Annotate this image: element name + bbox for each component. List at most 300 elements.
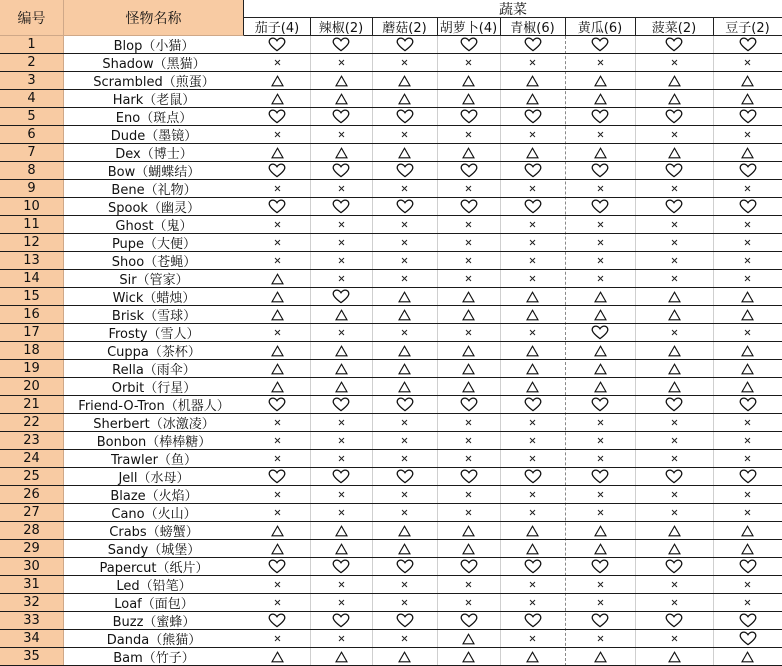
cell-rating-heart-icon[interactable] [310,468,372,485]
cell-rating-triangle-icon[interactable] [437,90,500,107]
cell-rating-cross-icon[interactable] [310,576,372,593]
cell-rating-triangle-icon[interactable] [565,648,635,665]
cell-rating-triangle-icon[interactable] [310,90,372,107]
cell-rating-heart-icon[interactable] [635,468,713,485]
cell-rating-cross-icon[interactable] [635,504,713,521]
cell-rating-triangle-icon[interactable] [437,144,500,161]
cell-rating-triangle-icon[interactable] [565,72,635,89]
cell-rating-triangle-icon[interactable] [500,540,565,557]
cell-rating-cross-icon[interactable] [437,576,500,593]
cell-rating-cross-icon[interactable] [713,594,782,611]
cell-rating-triangle-icon[interactable] [713,90,782,107]
cell-monster-name[interactable]: Shoo（苍蝇） [111,255,197,269]
cell-rating-cross-icon[interactable] [713,414,782,431]
cell-monster-name[interactable]: Led（铅笔） [116,579,192,593]
cell-id[interactable]: 8 [0,162,64,179]
cell-rating-triangle-icon[interactable] [310,648,372,665]
cell-id[interactable]: 10 [0,198,64,215]
cell-rating-triangle-icon[interactable] [244,90,310,107]
cell-rating-cross-icon[interactable] [500,252,565,269]
cell-rating-heart-icon[interactable] [244,396,310,413]
cell-rating-cross-icon[interactable] [713,180,782,197]
cell-rating-triangle-icon[interactable] [635,378,713,395]
cell-rating-cross-icon[interactable] [244,54,310,71]
cell-monster-name[interactable]: Jell（水母） [118,471,190,485]
cell-rating-heart-icon[interactable] [713,396,782,413]
cell-rating-heart-icon[interactable] [244,108,310,125]
cell-rating-cross-icon[interactable] [500,504,565,521]
cell-rating-heart-icon[interactable] [244,162,310,179]
cell-rating-cross-icon[interactable] [372,432,437,449]
cell-rating-cross-icon[interactable] [500,432,565,449]
cell-rating-heart-icon[interactable] [635,396,713,413]
cell-rating-triangle-icon[interactable] [437,72,500,89]
cell-monster-name[interactable]: Frosty（雪人） [108,327,200,341]
cell-rating-cross-icon[interactable] [244,180,310,197]
cell-rating-cross-icon[interactable] [372,216,437,233]
cell-rating-heart-icon[interactable] [310,36,372,53]
cell-id[interactable]: 3 [0,72,64,89]
cell-rating-cross-icon[interactable] [500,234,565,251]
cell-rating-cross-icon[interactable] [372,324,437,341]
cell-rating-triangle-icon[interactable] [565,540,635,557]
cell-rating-triangle-icon[interactable] [500,378,565,395]
cell-rating-cross-icon[interactable] [310,504,372,521]
cell-id[interactable]: 17 [0,324,64,341]
cell-monster-name[interactable]: Dude（墨镜） [110,129,198,143]
cell-rating-cross-icon[interactable] [437,270,500,287]
cell-rating-cross-icon[interactable] [635,324,713,341]
cell-rating-triangle-icon[interactable] [635,288,713,305]
cell-id[interactable]: 32 [0,594,64,611]
cell-rating-cross-icon[interactable] [244,234,310,251]
cell-rating-heart-icon[interactable] [565,468,635,485]
cell-rating-heart-icon[interactable] [500,162,565,179]
cell-rating-cross-icon[interactable] [500,324,565,341]
cell-monster-name[interactable]: Wick（蜡烛） [112,291,196,305]
cell-rating-cross-icon[interactable] [310,594,372,611]
cell-rating-heart-icon[interactable] [437,558,500,575]
cell-id[interactable]: 24 [0,450,64,467]
cell-id[interactable]: 16 [0,306,64,323]
cell-id[interactable]: 30 [0,558,64,575]
cell-rating-cross-icon[interactable] [635,630,713,647]
cell-rating-triangle-icon[interactable] [500,288,565,305]
cell-rating-heart-icon[interactable] [565,558,635,575]
cell-rating-cross-icon[interactable] [565,234,635,251]
cell-rating-triangle-icon[interactable] [244,648,310,665]
cell-rating-triangle-icon[interactable] [372,648,437,665]
cell-rating-cross-icon[interactable] [713,270,782,287]
cell-rating-heart-icon[interactable] [372,198,437,215]
cell-id[interactable]: 13 [0,252,64,269]
cell-rating-heart-icon[interactable] [244,198,310,215]
cell-rating-cross-icon[interactable] [713,432,782,449]
cell-monster-name[interactable]: Sir（管家） [119,273,189,287]
cell-rating-cross-icon[interactable] [565,594,635,611]
cell-id[interactable]: 11 [0,216,64,233]
cell-rating-triangle-icon[interactable] [372,306,437,323]
cell-rating-heart-icon[interactable] [437,612,500,629]
cell-rating-triangle-icon[interactable] [437,342,500,359]
cell-rating-triangle-icon[interactable] [713,144,782,161]
cell-rating-triangle-icon[interactable] [565,342,635,359]
cell-rating-cross-icon[interactable] [635,54,713,71]
cell-id[interactable]: 15 [0,288,64,305]
cell-rating-triangle-icon[interactable] [437,540,500,557]
cell-rating-cross-icon[interactable] [244,450,310,467]
cell-rating-triangle-icon[interactable] [244,378,310,395]
cell-rating-triangle-icon[interactable] [244,540,310,557]
cell-id[interactable]: 27 [0,504,64,521]
cell-rating-triangle-icon[interactable] [244,306,310,323]
cell-rating-triangle-icon[interactable] [713,288,782,305]
cell-monster-name[interactable]: Dex（博士） [115,147,193,161]
header-vegetable-6[interactable]: 黄瓜(6) [565,18,635,36]
cell-rating-triangle-icon[interactable] [437,306,500,323]
cell-id[interactable]: 2 [0,54,64,71]
cell-id[interactable]: 14 [0,270,64,287]
cell-rating-cross-icon[interactable] [500,216,565,233]
cell-rating-heart-icon[interactable] [500,108,565,125]
cell-rating-heart-icon[interactable] [244,36,310,53]
cell-rating-cross-icon[interactable] [437,252,500,269]
cell-rating-heart-icon[interactable] [713,108,782,125]
header-vegetable-1[interactable]: 茄子(4) [244,18,310,36]
cell-rating-triangle-icon[interactable] [500,144,565,161]
cell-rating-cross-icon[interactable] [310,270,372,287]
cell-rating-heart-icon[interactable] [372,108,437,125]
cell-rating-cross-icon[interactable] [372,252,437,269]
cell-rating-triangle-icon[interactable] [310,72,372,89]
cell-rating-heart-icon[interactable] [713,612,782,629]
cell-rating-cross-icon[interactable] [372,504,437,521]
cell-id[interactable]: 21 [0,396,64,413]
cell-rating-triangle-icon[interactable] [372,342,437,359]
cell-rating-cross-icon[interactable] [713,324,782,341]
cell-rating-heart-icon[interactable] [372,558,437,575]
cell-rating-cross-icon[interactable] [500,576,565,593]
cell-rating-cross-icon[interactable] [372,414,437,431]
cell-rating-triangle-icon[interactable] [244,522,310,539]
cell-rating-triangle-icon[interactable] [565,306,635,323]
cell-monster-name[interactable]: Buzz（蜜蜂） [112,615,196,629]
cell-rating-heart-icon[interactable] [635,558,713,575]
cell-id[interactable]: 5 [0,108,64,125]
cell-rating-heart-icon[interactable] [310,198,372,215]
cell-rating-triangle-icon[interactable] [565,144,635,161]
cell-id[interactable]: 35 [0,648,64,665]
cell-rating-heart-icon[interactable] [310,612,372,629]
cell-rating-cross-icon[interactable] [565,630,635,647]
cell-rating-cross-icon[interactable] [310,450,372,467]
header-vegetable-7[interactable]: 菠菜(2) [635,18,713,36]
cell-rating-triangle-icon[interactable] [713,648,782,665]
cell-rating-cross-icon[interactable] [713,126,782,143]
cell-monster-name[interactable]: Crabs（螃蟹） [109,525,199,539]
header-vegetable-4[interactable]: 胡萝卜(4) [437,18,500,36]
cell-rating-heart-icon[interactable] [244,612,310,629]
cell-rating-triangle-icon[interactable] [635,360,713,377]
cell-id[interactable]: 4 [0,90,64,107]
cell-rating-cross-icon[interactable] [310,126,372,143]
cell-rating-cross-icon[interactable] [500,630,565,647]
cell-rating-triangle-icon[interactable] [372,522,437,539]
cell-rating-cross-icon[interactable] [635,450,713,467]
cell-monster-name[interactable]: Danda（熊猫） [106,633,202,647]
cell-rating-triangle-icon[interactable] [713,540,782,557]
cell-rating-cross-icon[interactable] [437,450,500,467]
cell-rating-heart-icon[interactable] [372,36,437,53]
cell-rating-triangle-icon[interactable] [500,90,565,107]
cell-rating-triangle-icon[interactable] [635,648,713,665]
cell-monster-name[interactable]: Cuppa（茶杯） [107,345,201,359]
cell-rating-cross-icon[interactable] [635,414,713,431]
cell-rating-heart-icon[interactable] [565,162,635,179]
cell-rating-cross-icon[interactable] [310,216,372,233]
cell-rating-triangle-icon[interactable] [500,72,565,89]
cell-rating-heart-icon[interactable] [310,558,372,575]
cell-rating-cross-icon[interactable] [635,216,713,233]
cell-rating-triangle-icon[interactable] [635,522,713,539]
cell-rating-triangle-icon[interactable] [372,90,437,107]
cell-rating-triangle-icon[interactable] [713,72,782,89]
cell-rating-cross-icon[interactable] [437,54,500,71]
cell-rating-cross-icon[interactable] [713,576,782,593]
cell-monster-name[interactable]: Bonbon（棒棒糖） [96,435,212,449]
cell-rating-heart-icon[interactable] [500,198,565,215]
cell-rating-triangle-icon[interactable] [565,360,635,377]
cell-monster-name[interactable]: Loaf（面包） [114,597,194,611]
cell-rating-heart-icon[interactable] [310,108,372,125]
cell-rating-triangle-icon[interactable] [635,90,713,107]
cell-rating-triangle-icon[interactable] [713,522,782,539]
header-id[interactable]: 编号 [0,0,64,36]
cell-rating-heart-icon[interactable] [310,162,372,179]
header-vegetable-group[interactable]: 蔬菜 [244,0,782,18]
cell-rating-triangle-icon[interactable] [437,360,500,377]
cell-id[interactable]: 7 [0,144,64,161]
cell-id[interactable]: 18 [0,342,64,359]
cell-rating-cross-icon[interactable] [565,54,635,71]
cell-rating-triangle-icon[interactable] [310,540,372,557]
cell-rating-cross-icon[interactable] [372,594,437,611]
cell-rating-heart-icon[interactable] [372,612,437,629]
cell-rating-heart-icon[interactable] [500,468,565,485]
cell-rating-triangle-icon[interactable] [372,288,437,305]
cell-rating-triangle-icon[interactable] [437,288,500,305]
cell-monster-name[interactable]: Blop（小猫） [113,39,195,53]
cell-rating-cross-icon[interactable] [372,180,437,197]
cell-rating-heart-icon[interactable] [565,324,635,341]
cell-rating-triangle-icon[interactable] [310,342,372,359]
cell-rating-triangle-icon[interactable] [635,540,713,557]
cell-rating-heart-icon[interactable] [437,198,500,215]
cell-id[interactable]: 33 [0,612,64,629]
cell-rating-cross-icon[interactable] [372,126,437,143]
cell-rating-cross-icon[interactable] [372,234,437,251]
cell-rating-cross-icon[interactable] [310,432,372,449]
cell-id[interactable]: 20 [0,378,64,395]
cell-rating-cross-icon[interactable] [565,432,635,449]
cell-rating-triangle-icon[interactable] [713,342,782,359]
cell-rating-cross-icon[interactable] [437,414,500,431]
cell-rating-cross-icon[interactable] [635,234,713,251]
cell-rating-cross-icon[interactable] [372,630,437,647]
cell-rating-triangle-icon[interactable] [500,306,565,323]
cell-monster-name[interactable]: Scrambled（煎蛋） [93,75,215,89]
cell-rating-cross-icon[interactable] [437,324,500,341]
cell-rating-cross-icon[interactable] [635,432,713,449]
cell-rating-triangle-icon[interactable] [635,306,713,323]
cell-monster-name[interactable]: Friend-O-Tron（机器人） [78,399,230,413]
cell-rating-heart-icon[interactable] [713,630,782,647]
cell-rating-cross-icon[interactable] [635,576,713,593]
cell-rating-heart-icon[interactable] [437,468,500,485]
cell-rating-triangle-icon[interactable] [244,270,310,287]
cell-rating-heart-icon[interactable] [500,558,565,575]
cell-rating-cross-icon[interactable] [244,630,310,647]
cell-rating-cross-icon[interactable] [244,324,310,341]
cell-rating-heart-icon[interactable] [310,396,372,413]
cell-rating-cross-icon[interactable] [565,504,635,521]
cell-rating-triangle-icon[interactable] [372,360,437,377]
cell-monster-name[interactable]: Sandy（城堡） [107,543,201,557]
cell-rating-cross-icon[interactable] [310,180,372,197]
cell-rating-triangle-icon[interactable] [565,378,635,395]
cell-rating-cross-icon[interactable] [713,54,782,71]
cell-id[interactable]: 9 [0,180,64,197]
cell-rating-cross-icon[interactable] [244,252,310,269]
cell-rating-triangle-icon[interactable] [713,306,782,323]
cell-rating-triangle-icon[interactable] [244,288,310,305]
cell-rating-cross-icon[interactable] [244,126,310,143]
cell-rating-triangle-icon[interactable] [310,522,372,539]
cell-rating-cross-icon[interactable] [244,216,310,233]
cell-rating-heart-icon[interactable] [565,396,635,413]
cell-monster-name[interactable]: Ghost（鬼） [115,219,193,233]
cell-id[interactable]: 12 [0,234,64,251]
cell-monster-name[interactable]: Bam（竹子） [113,651,195,665]
cell-rating-cross-icon[interactable] [565,216,635,233]
cell-rating-cross-icon[interactable] [500,180,565,197]
cell-rating-cross-icon[interactable] [372,270,437,287]
cell-monster-name[interactable]: Pupe（大便） [111,237,197,251]
cell-rating-cross-icon[interactable] [244,486,310,503]
cell-rating-heart-icon[interactable] [713,198,782,215]
cell-monster-name[interactable]: Trawler（鱼） [111,453,197,467]
cell-rating-heart-icon[interactable] [713,558,782,575]
cell-rating-cross-icon[interactable] [713,486,782,503]
cell-rating-cross-icon[interactable] [437,234,500,251]
cell-rating-cross-icon[interactable] [565,126,635,143]
cell-rating-cross-icon[interactable] [244,576,310,593]
cell-rating-cross-icon[interactable] [713,252,782,269]
cell-rating-cross-icon[interactable] [713,234,782,251]
cell-rating-triangle-icon[interactable] [437,630,500,647]
cell-rating-triangle-icon[interactable] [565,522,635,539]
cell-rating-cross-icon[interactable] [372,54,437,71]
cell-rating-cross-icon[interactable] [310,630,372,647]
cell-rating-cross-icon[interactable] [635,252,713,269]
cell-rating-cross-icon[interactable] [500,414,565,431]
cell-rating-triangle-icon[interactable] [372,540,437,557]
header-monster-name[interactable]: 怪物名称 [64,0,244,36]
cell-rating-triangle-icon[interactable] [244,342,310,359]
cell-monster-name[interactable]: Bow（蝴蝶结） [107,165,201,179]
cell-rating-triangle-icon[interactable] [310,144,372,161]
cell-monster-name[interactable]: Bene（礼物） [111,183,197,197]
cell-rating-heart-icon[interactable] [437,108,500,125]
cell-rating-heart-icon[interactable] [500,612,565,629]
cell-monster-name[interactable]: Spook（幽灵） [108,201,200,215]
cell-rating-heart-icon[interactable] [635,162,713,179]
cell-rating-triangle-icon[interactable] [713,360,782,377]
cell-monster-name[interactable]: Sherbert（冰激凌） [93,417,215,431]
cell-rating-cross-icon[interactable] [565,450,635,467]
cell-rating-heart-icon[interactable] [500,36,565,53]
cell-rating-cross-icon[interactable] [635,270,713,287]
cell-id[interactable]: 23 [0,432,64,449]
cell-rating-cross-icon[interactable] [713,216,782,233]
cell-rating-cross-icon[interactable] [310,234,372,251]
cell-rating-heart-icon[interactable] [565,198,635,215]
cell-rating-triangle-icon[interactable] [372,378,437,395]
cell-rating-triangle-icon[interactable] [310,360,372,377]
header-vegetable-3[interactable]: 蘑菇(2) [372,18,437,36]
cell-rating-heart-icon[interactable] [713,36,782,53]
cell-rating-heart-icon[interactable] [635,612,713,629]
cell-monster-name[interactable]: Hark（老鼠） [112,93,196,107]
cell-rating-triangle-icon[interactable] [713,378,782,395]
cell-monster-name[interactable]: Rella（雨伞） [112,363,196,377]
cell-id[interactable]: 28 [0,522,64,539]
cell-rating-heart-icon[interactable] [372,162,437,179]
cell-monster-name[interactable]: Eno（斑点） [115,111,193,125]
cell-rating-cross-icon[interactable] [372,576,437,593]
cell-rating-triangle-icon[interactable] [500,522,565,539]
cell-rating-triangle-icon[interactable] [244,72,310,89]
cell-rating-triangle-icon[interactable] [372,72,437,89]
cell-rating-cross-icon[interactable] [310,252,372,269]
cell-rating-heart-icon[interactable] [372,468,437,485]
header-vegetable-8[interactable]: 豆子(2) [713,18,782,36]
cell-id[interactable]: 22 [0,414,64,431]
cell-rating-heart-icon[interactable] [635,198,713,215]
cell-rating-triangle-icon[interactable] [437,648,500,665]
cell-rating-cross-icon[interactable] [635,180,713,197]
cell-rating-heart-icon[interactable] [565,108,635,125]
cell-rating-triangle-icon[interactable] [635,342,713,359]
cell-rating-heart-icon[interactable] [635,36,713,53]
cell-rating-cross-icon[interactable] [635,126,713,143]
cell-monster-name[interactable]: Orbit（行星） [111,381,197,395]
cell-monster-name[interactable]: Papercut（纸片） [99,561,209,575]
cell-rating-triangle-icon[interactable] [244,144,310,161]
cell-rating-cross-icon[interactable] [500,270,565,287]
cell-rating-triangle-icon[interactable] [565,90,635,107]
cell-rating-heart-icon[interactable] [713,468,782,485]
cell-rating-cross-icon[interactable] [244,414,310,431]
cell-rating-cross-icon[interactable] [635,594,713,611]
cell-rating-cross-icon[interactable] [713,504,782,521]
cell-rating-triangle-icon[interactable] [565,288,635,305]
cell-rating-cross-icon[interactable] [437,216,500,233]
cell-rating-cross-icon[interactable] [372,450,437,467]
cell-rating-heart-icon[interactable] [437,162,500,179]
cell-rating-triangle-icon[interactable] [244,360,310,377]
cell-rating-cross-icon[interactable] [310,54,372,71]
